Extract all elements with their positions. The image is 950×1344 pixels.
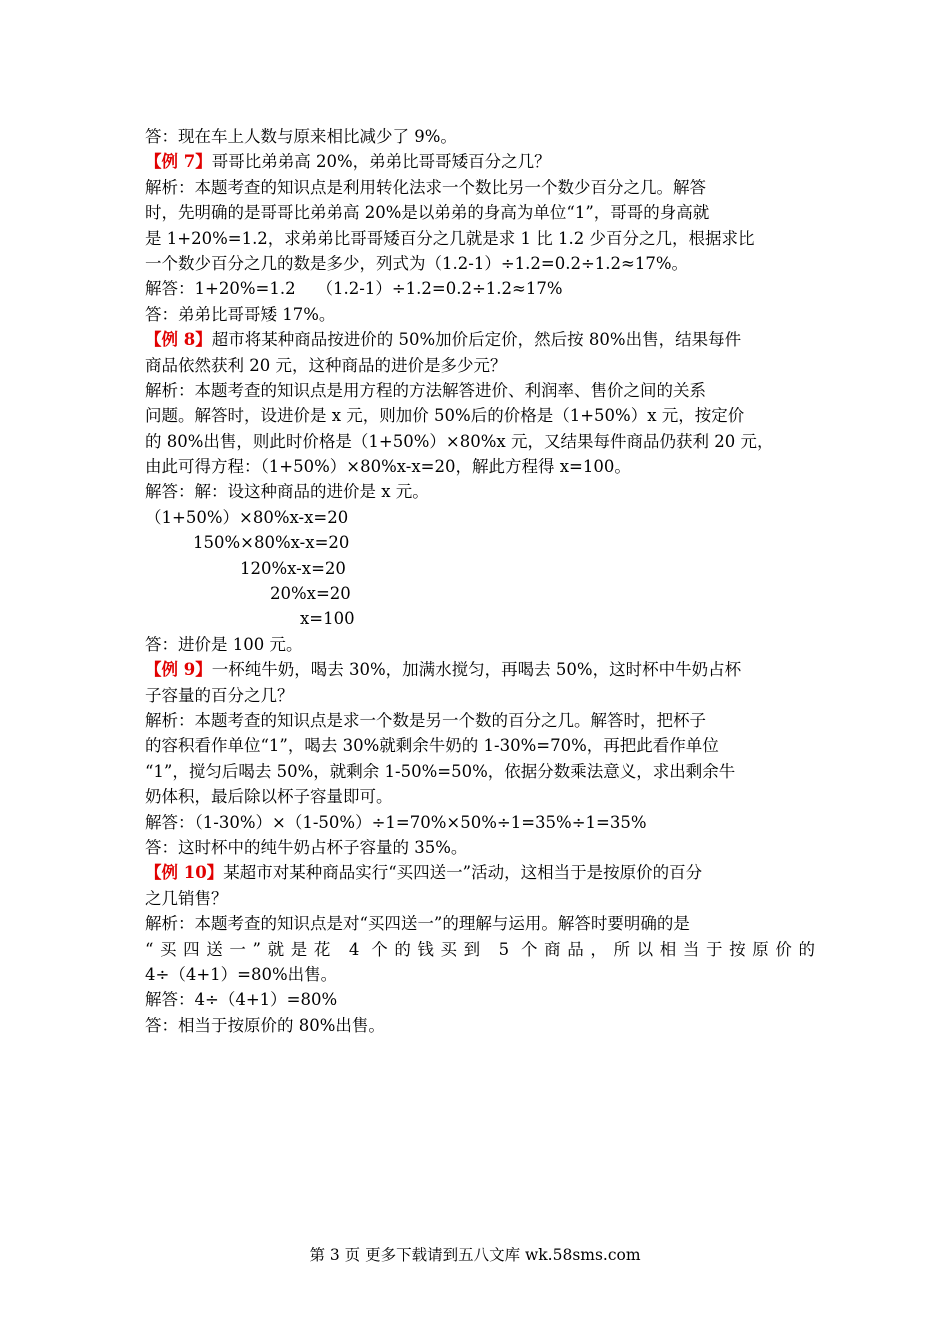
analysis-line: 解析：本题考查的知识点是利用转化法求一个数比另一个数少百分之几。解答 [145, 177, 706, 197]
analysis-line: 的 80%出售，则此时价格是（1+50%）×80%x 元，又结果每件商品仍获利 20 元， [145, 431, 774, 451]
equation-step: 20%x=20 [270, 584, 351, 604]
analysis-line: “1”，搅匀后喝去 50%，就剩余 1-50%=50%，依据分数乘法意义，求出剩余牛 [145, 761, 736, 781]
analysis-line: 是 1+20%=1.2，求弟弟比哥哥矮百分之几就是求 1 比 1.2 少百分之几，根据求比 [145, 228, 755, 248]
answer-line: 答：进价是 100 元。 [145, 634, 303, 654]
analysis-line: “买四送一”就是花 4 个的钱买到 5 个商品，所以相当于按原价的 [145, 939, 815, 959]
answer-line: 答：现在车上人数与原来相比减少了 9%。 [145, 127, 457, 146]
example-7-heading: 【例 7】哥哥比弟弟高 20%，弟弟比哥哥矮百分之几？ [145, 152, 551, 172]
equation-step: （1+50%）×80%x-x=20 [145, 507, 349, 527]
document-body [145, 124, 815, 1038]
example-10-heading: 【例 10】某超市对某种商品实行“买四送一”活动，这相当于是按原价的百分 [145, 863, 703, 883]
example-tag: 【例 7】 [145, 152, 212, 172]
equation-step: x=100 [300, 609, 355, 629]
solution-line: 解答：解：设这种商品的进价是 x 元。 [145, 482, 429, 502]
analysis-line: 4÷（4+1）=80%出售。 [145, 964, 338, 984]
question-line: 之几销售？ [145, 888, 228, 908]
analysis-line: 由此可得方程：（1+50%）×80%x-x=20，解此方程得 x=100。 [145, 457, 631, 477]
example-tag: 【例 8】 [145, 330, 212, 350]
answer-line: 答：相当于按原价的 80%出售。 [145, 1015, 385, 1035]
page-footer: 第 3 页 更多下载请到五八文库 wk.58sms.com [309, 1246, 641, 1264]
example-tag: 【例 9】 [145, 660, 212, 680]
analysis-line: 问题。解答时，设进价是 x 元，则加价 50%后的价格是（1+50%）x 元，按定价 [145, 406, 745, 426]
answer-line: 答：这时杯中的纯牛奶占杯子容量的 35%。 [145, 837, 468, 857]
solution-line: 解答：4÷（4+1）=80% [145, 990, 338, 1010]
solution-line: 解答：（1-30%）×（1-50%）÷1=70%×50%÷1=35%÷1=35% [145, 812, 647, 832]
answer-line: 答：弟弟比哥哥矮 17%。 [145, 304, 336, 324]
equation-step: 120%x-x=20 [240, 558, 346, 578]
example-tag: 【例 10】 [145, 863, 224, 883]
analysis-line: 时，先明确的是哥哥比弟弟高 20%是以弟弟的身高为单位“1”，哥哥的身高就 [145, 203, 710, 223]
question-line: 子容量的百分之几？ [145, 685, 294, 705]
analysis-line: 解析：本题考查的知识点是用方程的方法解答进价、利润率、售价之间的关系 [145, 380, 706, 400]
analysis-line: 解析：本题考查的知识点是求一个数是另一个数的百分之几。解答时，把杯子 [145, 710, 706, 730]
analysis-line: 解析：本题考查的知识点是对“买四送一”的理解与运用。解答时要明确的是 [145, 914, 690, 934]
analysis-line: 的容积看作单位“1”，喝去 30%就剩余牛奶的 1-30%=70%，再把此看作单位 [145, 736, 719, 756]
example-9-heading: 【例 9】一杯纯牛奶，喝去 30%，加满水搅匀，再喝去 50%，这时杯中牛奶占杯 [145, 660, 742, 680]
analysis-line: 一个数少百分之几的数是多少，列式为（1.2-1）÷1.2=0.2÷1.2≈17%。 [145, 253, 689, 273]
question-line: 商品依然获利 20 元，这种商品的进价是多少元？ [145, 355, 507, 375]
analysis-line: 奶体积，最后除以杯子容量即可。 [145, 787, 393, 807]
solution-line: 解答：1+20%=1.2 （1.2-1）÷1.2=0.2÷1.2≈17% [145, 279, 563, 299]
equation-step: 150%×80%x-x=20 [193, 533, 350, 553]
example-8-heading: 【例 8】超市将某种商品按进价的 50%加价后定价，然后按 80%出售，结果每件 [145, 330, 742, 350]
